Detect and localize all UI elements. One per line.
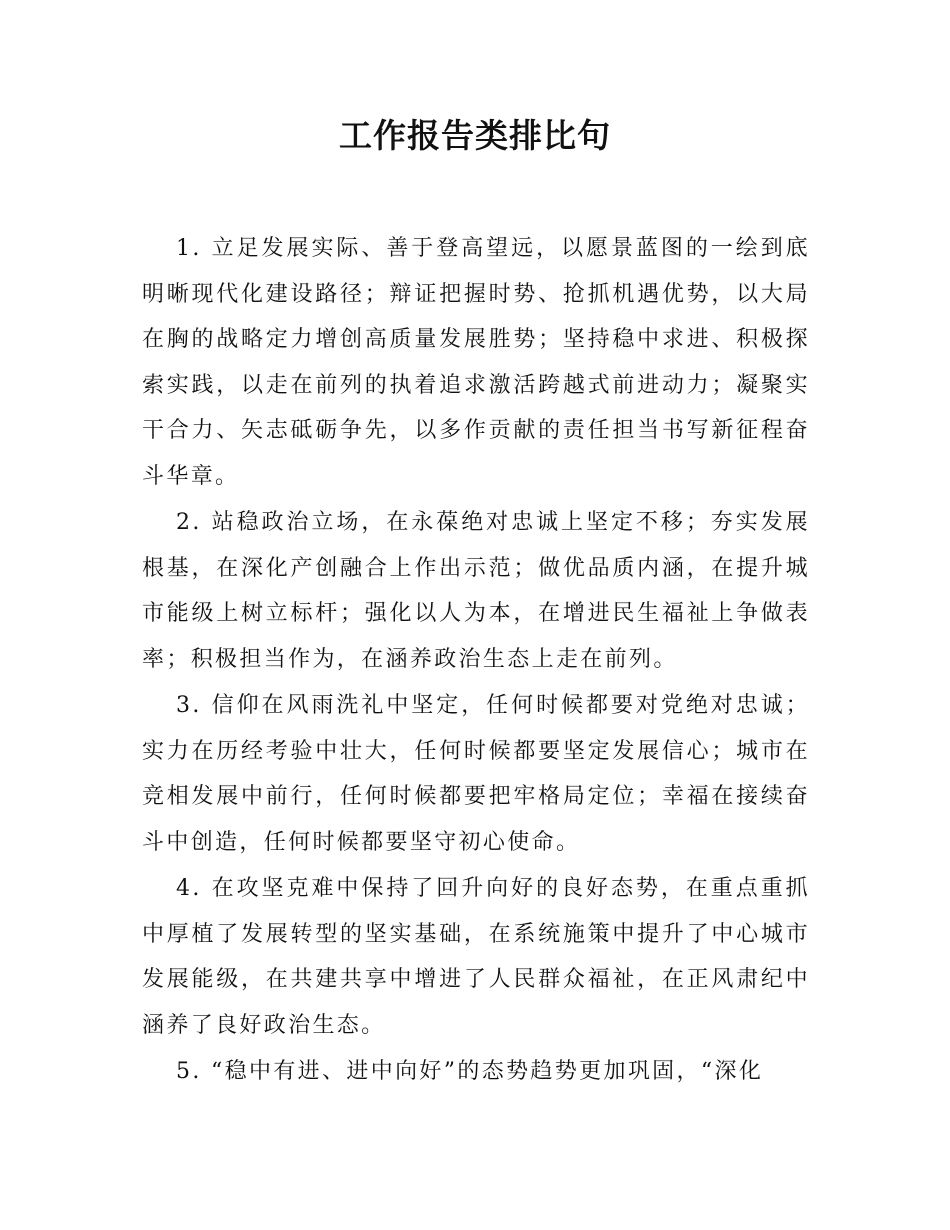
paragraph-5: 5. “稳中有进、进中向好”的态势趋势更加巩固，“深化 [176,1059,764,1084]
document-title: 工作报告类排比句 [339,116,611,155]
paragraph-1: 1. 立足发展实际、善于登高望远，以愿景蓝图的一绘到底明晰现代化建设路径；辩证把握时势、抢抓机遇优势，以大局在胸的战略定力增创高质量发展胜势；坚持稳中求进、积极探索实践，以走在前列的执着追求激活跨越式前进动力；凝聚实干合力、矢志砥砺争先，以多作贡献的责任担当书写新征程奋斗华章。 [142,236,810,489]
paragraph-2: 2. 站稳政治立场，在永葆绝对忠诚上坚定不移；夯实发展根基，在深化产创融合上作出示范；做优品质内涵，在提升城市能级上树立标杆；强化以人为本，在增进民生福祉上争做表率；积极担当作为，在涵养政治生态上走在前列。 [142,510,810,672]
document-body [142,226,810,1096]
paragraph-3: 3. 信仰在风雨洗礼中坚定，任何时候都要对党绝对忠诚；实力在历经考验中壮大，任何时候都要坚定发展信心；城市在竞相发展中前行，任何时候都要把牢格局定位；幸福在接续奋斗中创造，任何时候都要坚守初心使命。 [142,693,810,855]
paragraph-4: 4. 在攻坚克难中保持了回升向好的良好态势，在重点重抓中厚植了发展转型的坚实基础，在系统施策中提升了中心城市发展能级，在共建共享中增进了人民群众福祉，在正风肃纪中涵养了良好政治生态。 [142,876,810,1038]
